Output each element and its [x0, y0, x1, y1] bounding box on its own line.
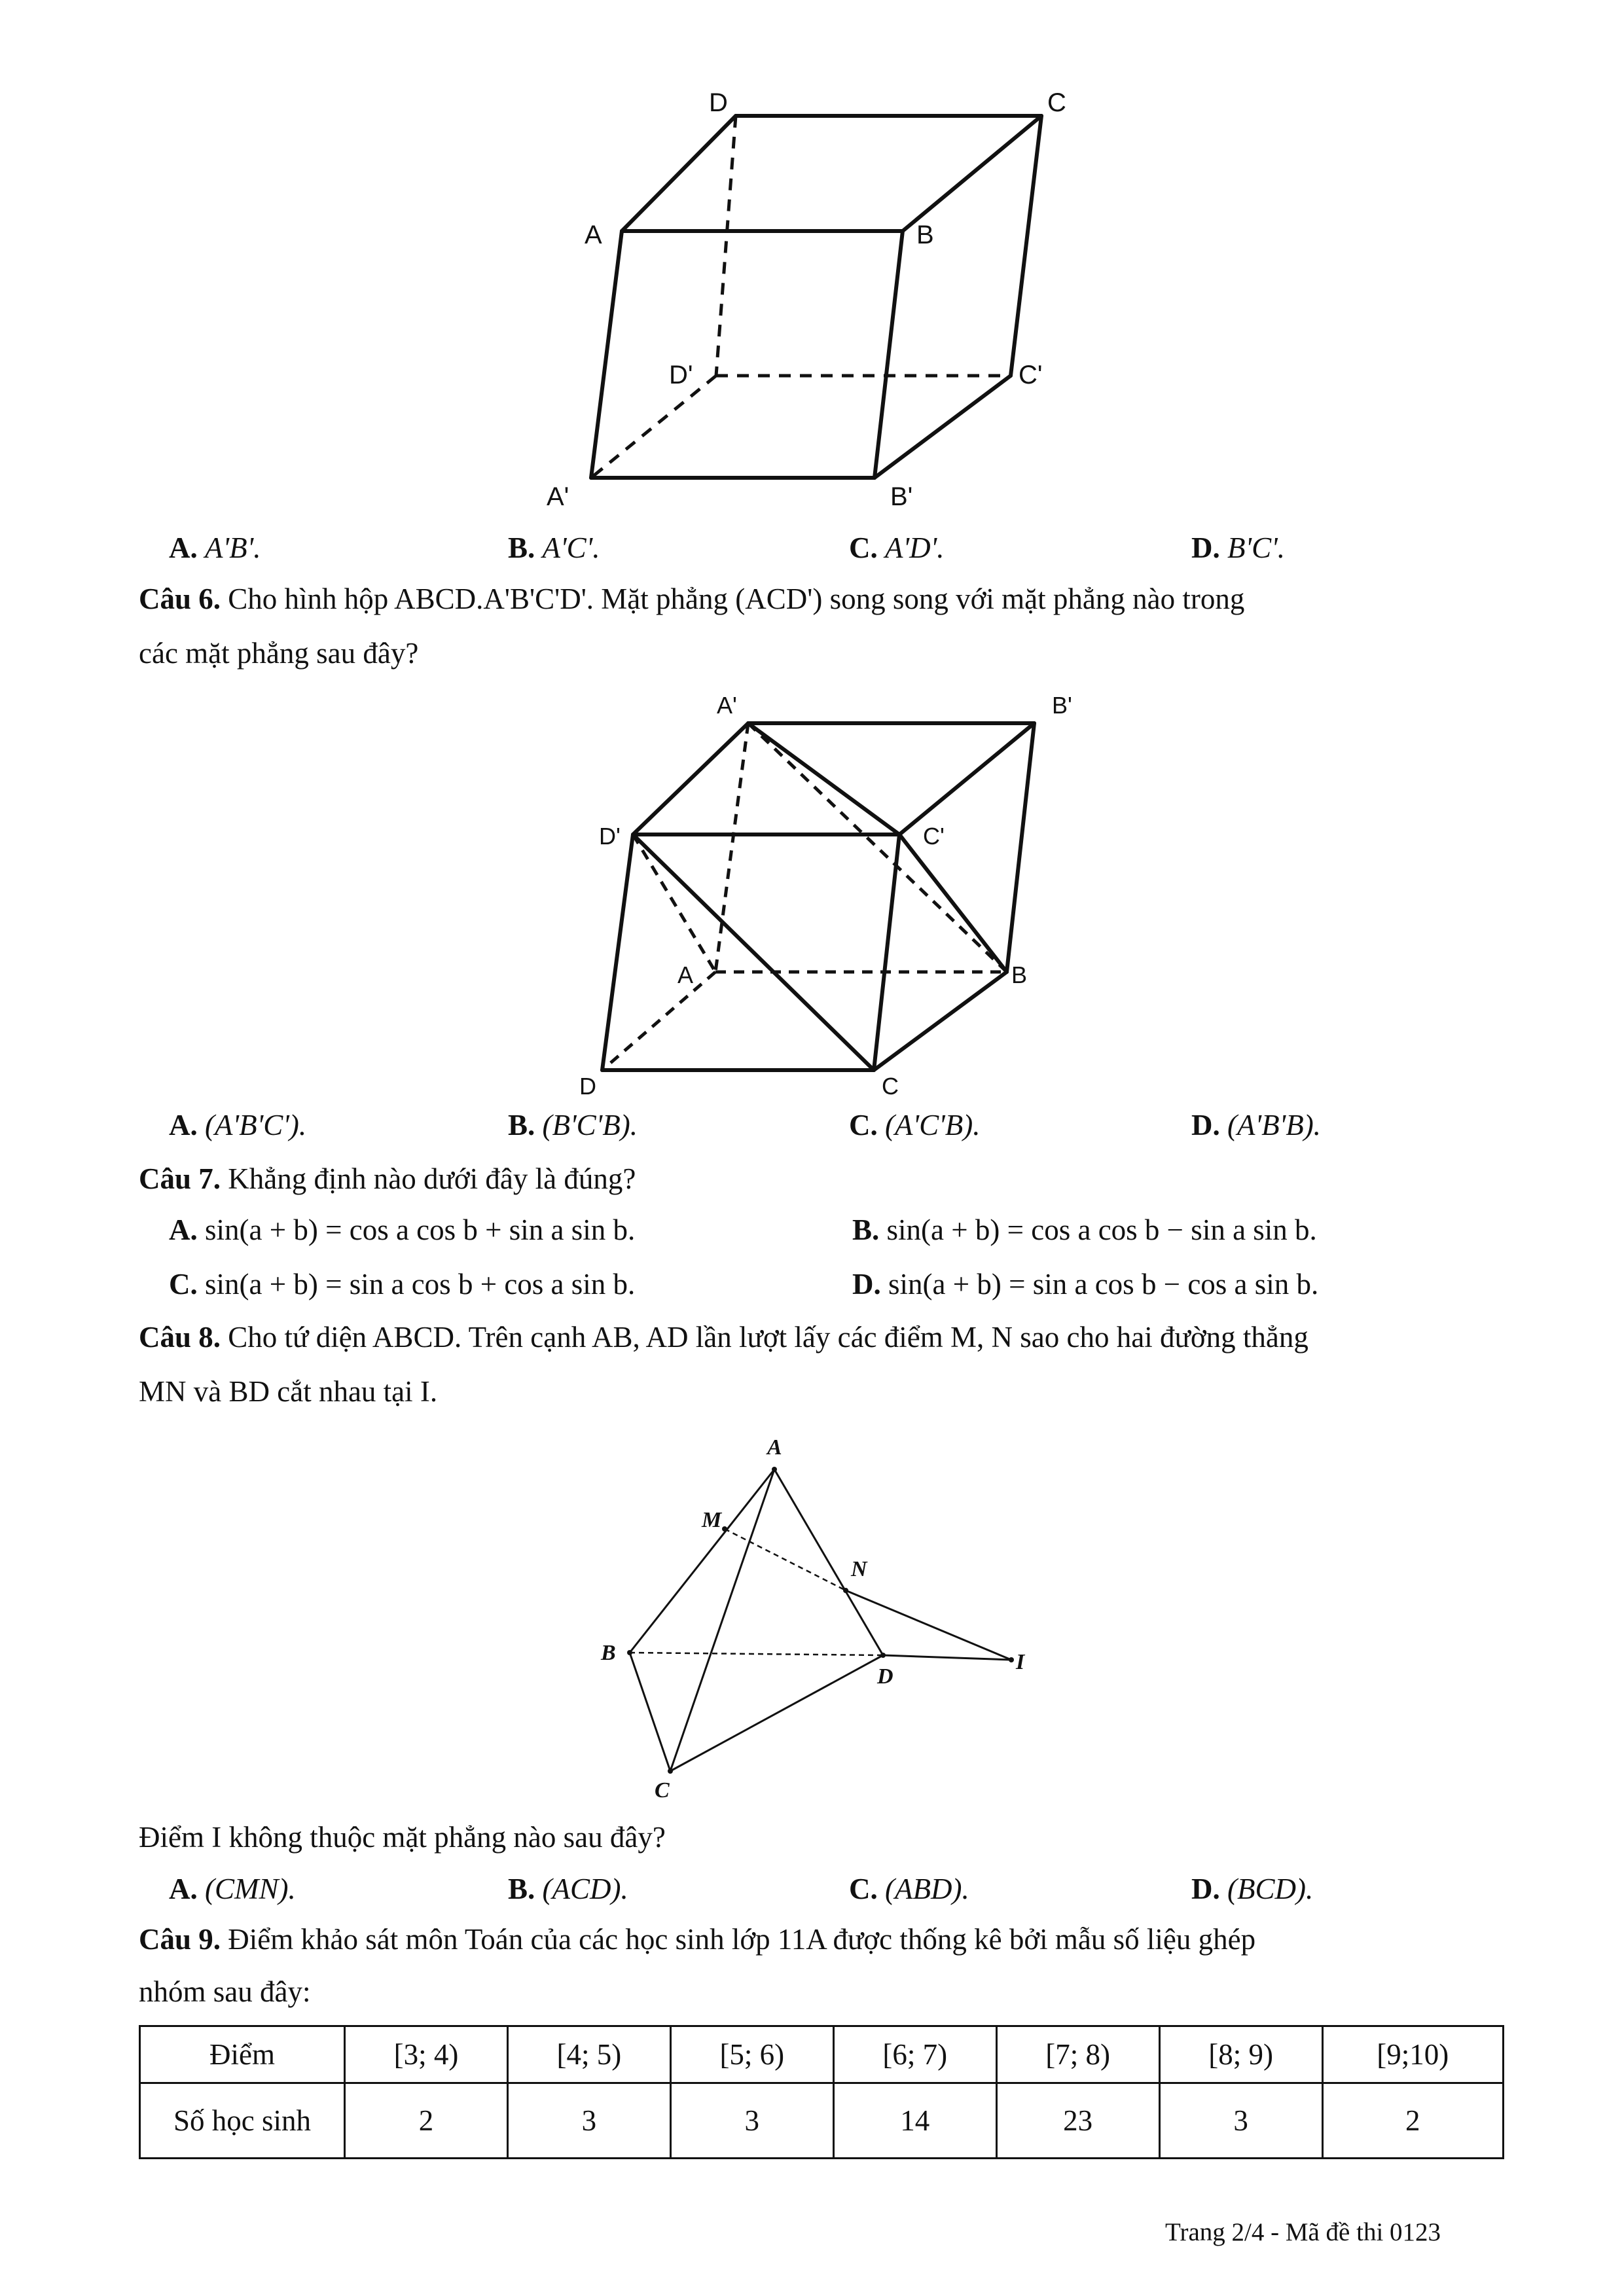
vertex-label: C' — [1019, 361, 1043, 389]
table-cell: [3; 4) — [345, 2026, 508, 2083]
question-number: Câu 8. — [139, 1321, 221, 1354]
option-text: (CMN). — [205, 1873, 296, 1905]
q8-line2 — [139, 1377, 437, 1407]
option-key: B. — [852, 1213, 880, 1246]
figure-parallelepiped-1 — [0, 0, 1624, 524]
option-key: D. — [852, 1268, 881, 1300]
question-number: Câu 9. — [139, 1923, 221, 1956]
option-text: sin(a + b) = sin a cos b + cos a sin b. — [205, 1268, 636, 1300]
row-header: Số học sinh — [140, 2083, 345, 2159]
table-cell: 14 — [833, 2083, 996, 2159]
option-c[interactable] — [849, 1111, 980, 1140]
table-row — [140, 2083, 1504, 2159]
option-key: A. — [169, 1873, 198, 1905]
vertex-label: C — [882, 1073, 899, 1100]
q6-line2 — [139, 639, 418, 668]
option-text: A'B'. — [205, 531, 261, 564]
q7-option-d[interactable] — [852, 1270, 1318, 1299]
option-text: (B'C'B). — [542, 1109, 638, 1141]
question-text: Điểm I không thuộc mặt phẳng nào sau đây? — [139, 1821, 666, 1854]
table-cell: 2 — [345, 2083, 508, 2159]
q8-question — [139, 1823, 666, 1852]
table-cell: 3 — [1159, 2083, 1322, 2159]
vertex-label: M — [702, 1508, 722, 1532]
vertex-label: N — [851, 1557, 867, 1581]
page-footer: Trang 2/4 - Mã đề thi 0123 — [1165, 2218, 1441, 2246]
vertex-label: B' — [890, 482, 913, 511]
vertex-label: A — [677, 961, 694, 988]
figure-tetrahedron — [0, 1414, 1624, 1806]
option-d[interactable] — [1191, 1874, 1313, 1904]
option-key: D. — [1191, 1873, 1220, 1905]
vertex-label: I — [1016, 1650, 1025, 1674]
option-text: A'D'. — [885, 531, 945, 564]
table-cell: [8; 9) — [1159, 2026, 1322, 2083]
q9-line2 — [139, 1977, 310, 2007]
option-text: B'C'. — [1227, 531, 1286, 564]
option-key: C. — [849, 531, 878, 564]
option-key: B. — [508, 1109, 535, 1141]
q9-line1 — [139, 1925, 1255, 1954]
option-key: A. — [169, 1213, 198, 1246]
q7-option-a[interactable] — [169, 1215, 635, 1245]
option-key: C. — [849, 1109, 878, 1141]
vertex-label: D' — [599, 823, 621, 850]
question-text: các mặt phẳng sau đây? — [139, 637, 419, 670]
q7-line — [139, 1164, 636, 1194]
option-b[interactable] — [508, 1111, 638, 1140]
table-cell: 2 — [1322, 2083, 1503, 2159]
question-text: Điểm khảo sát môn Toán của các học sinh lớp 11A được thống kê bởi mẫu số liệu ghép — [228, 1923, 1256, 1956]
vertex-label: D — [709, 88, 728, 117]
option-a[interactable] — [169, 1111, 306, 1140]
option-a[interactable] — [169, 533, 261, 563]
option-key: A. — [169, 531, 198, 564]
option-key: B. — [508, 531, 535, 564]
option-key: A. — [169, 1109, 198, 1141]
option-text: (ACD). — [542, 1873, 628, 1905]
option-key: B. — [508, 1873, 535, 1905]
vertex-label: A — [585, 221, 602, 249]
frequency-table — [139, 2025, 1504, 2159]
vertex-label: C — [655, 1778, 670, 1803]
vertex-label: A' — [717, 692, 737, 719]
option-text: (BCD). — [1227, 1873, 1314, 1905]
q7-option-b[interactable] — [852, 1215, 1317, 1245]
option-text: (ABD). — [885, 1873, 969, 1905]
q6-line1 — [139, 584, 1244, 614]
q8-line1 — [139, 1323, 1308, 1352]
vertex-label: C' — [923, 823, 945, 850]
row-header: Điểm — [140, 2026, 345, 2083]
vertex-label: A' — [547, 482, 569, 511]
option-key: D. — [1191, 531, 1220, 564]
vertex-label: D' — [669, 361, 693, 389]
vertex-label: A — [767, 1435, 782, 1460]
option-d[interactable] — [1191, 533, 1285, 563]
vertex-label: B — [1011, 961, 1028, 988]
table-cell: 3 — [670, 2083, 833, 2159]
question-text: MN và BD cắt nhau tại I. — [139, 1375, 438, 1408]
option-c[interactable] — [849, 533, 944, 563]
option-d[interactable] — [1191, 1111, 1321, 1140]
vertex-label: B' — [1052, 692, 1072, 719]
vertex-label: B — [916, 221, 934, 249]
question-text: Cho tứ diện ABCD. Trên cạnh AB, AD lần lượt lấy các điểm M, N sao cho hai đường thẳng — [228, 1321, 1308, 1354]
table-cell: [6; 7) — [833, 2026, 996, 2083]
option-text: A'C'. — [542, 531, 600, 564]
q8-options — [0, 1874, 1624, 1907]
table-cell: [7; 8) — [996, 2026, 1159, 2083]
option-key: C. — [849, 1873, 878, 1905]
option-text: sin(a + b) = cos a cos b − sin a sin b. — [886, 1213, 1317, 1246]
option-c[interactable] — [849, 1874, 969, 1904]
question-text: nhóm sau đây: — [139, 1975, 311, 2008]
option-text: sin(a + b) = sin a cos b − cos a sin b. — [888, 1268, 1319, 1300]
table-row — [140, 2026, 1504, 2083]
option-key: D. — [1191, 1109, 1220, 1141]
option-text: (A'B'B). — [1227, 1109, 1321, 1141]
vertex-label: C — [1047, 88, 1066, 117]
table-cell: 3 — [507, 2083, 670, 2159]
option-b[interactable] — [508, 1874, 628, 1904]
vertex-label: B — [601, 1641, 616, 1665]
q5-options — [0, 533, 1624, 566]
question-text: Khẳng định nào dưới đây là đúng? — [228, 1162, 636, 1195]
option-text: (A'B'C'). — [205, 1109, 307, 1141]
question-text: Cho hình hộp ABCD.A'B'C'D'. Mặt phẳng (ACD') song song với mặt phẳng nào trong — [228, 583, 1245, 615]
option-text: sin(a + b) = cos a cos b + sin a sin b. — [205, 1213, 636, 1246]
option-b[interactable] — [508, 533, 600, 563]
question-number: Câu 6. — [139, 583, 221, 615]
vertex-label: D — [877, 1664, 893, 1689]
question-number: Câu 7. — [139, 1162, 221, 1195]
option-a[interactable] — [169, 1874, 296, 1904]
q7-option-c[interactable] — [169, 1270, 635, 1299]
q6-options — [0, 1111, 1624, 1143]
figure-parallelepiped-2 — [0, 674, 1624, 1106]
vertex-label: D — [579, 1073, 596, 1100]
table-cell: [9;10) — [1322, 2026, 1503, 2083]
option-key: C. — [169, 1268, 198, 1300]
table-cell: [5; 6) — [670, 2026, 833, 2083]
table-cell: 23 — [996, 2083, 1159, 2159]
option-text: (A'C'B). — [885, 1109, 981, 1141]
table-cell: [4; 5) — [507, 2026, 670, 2083]
